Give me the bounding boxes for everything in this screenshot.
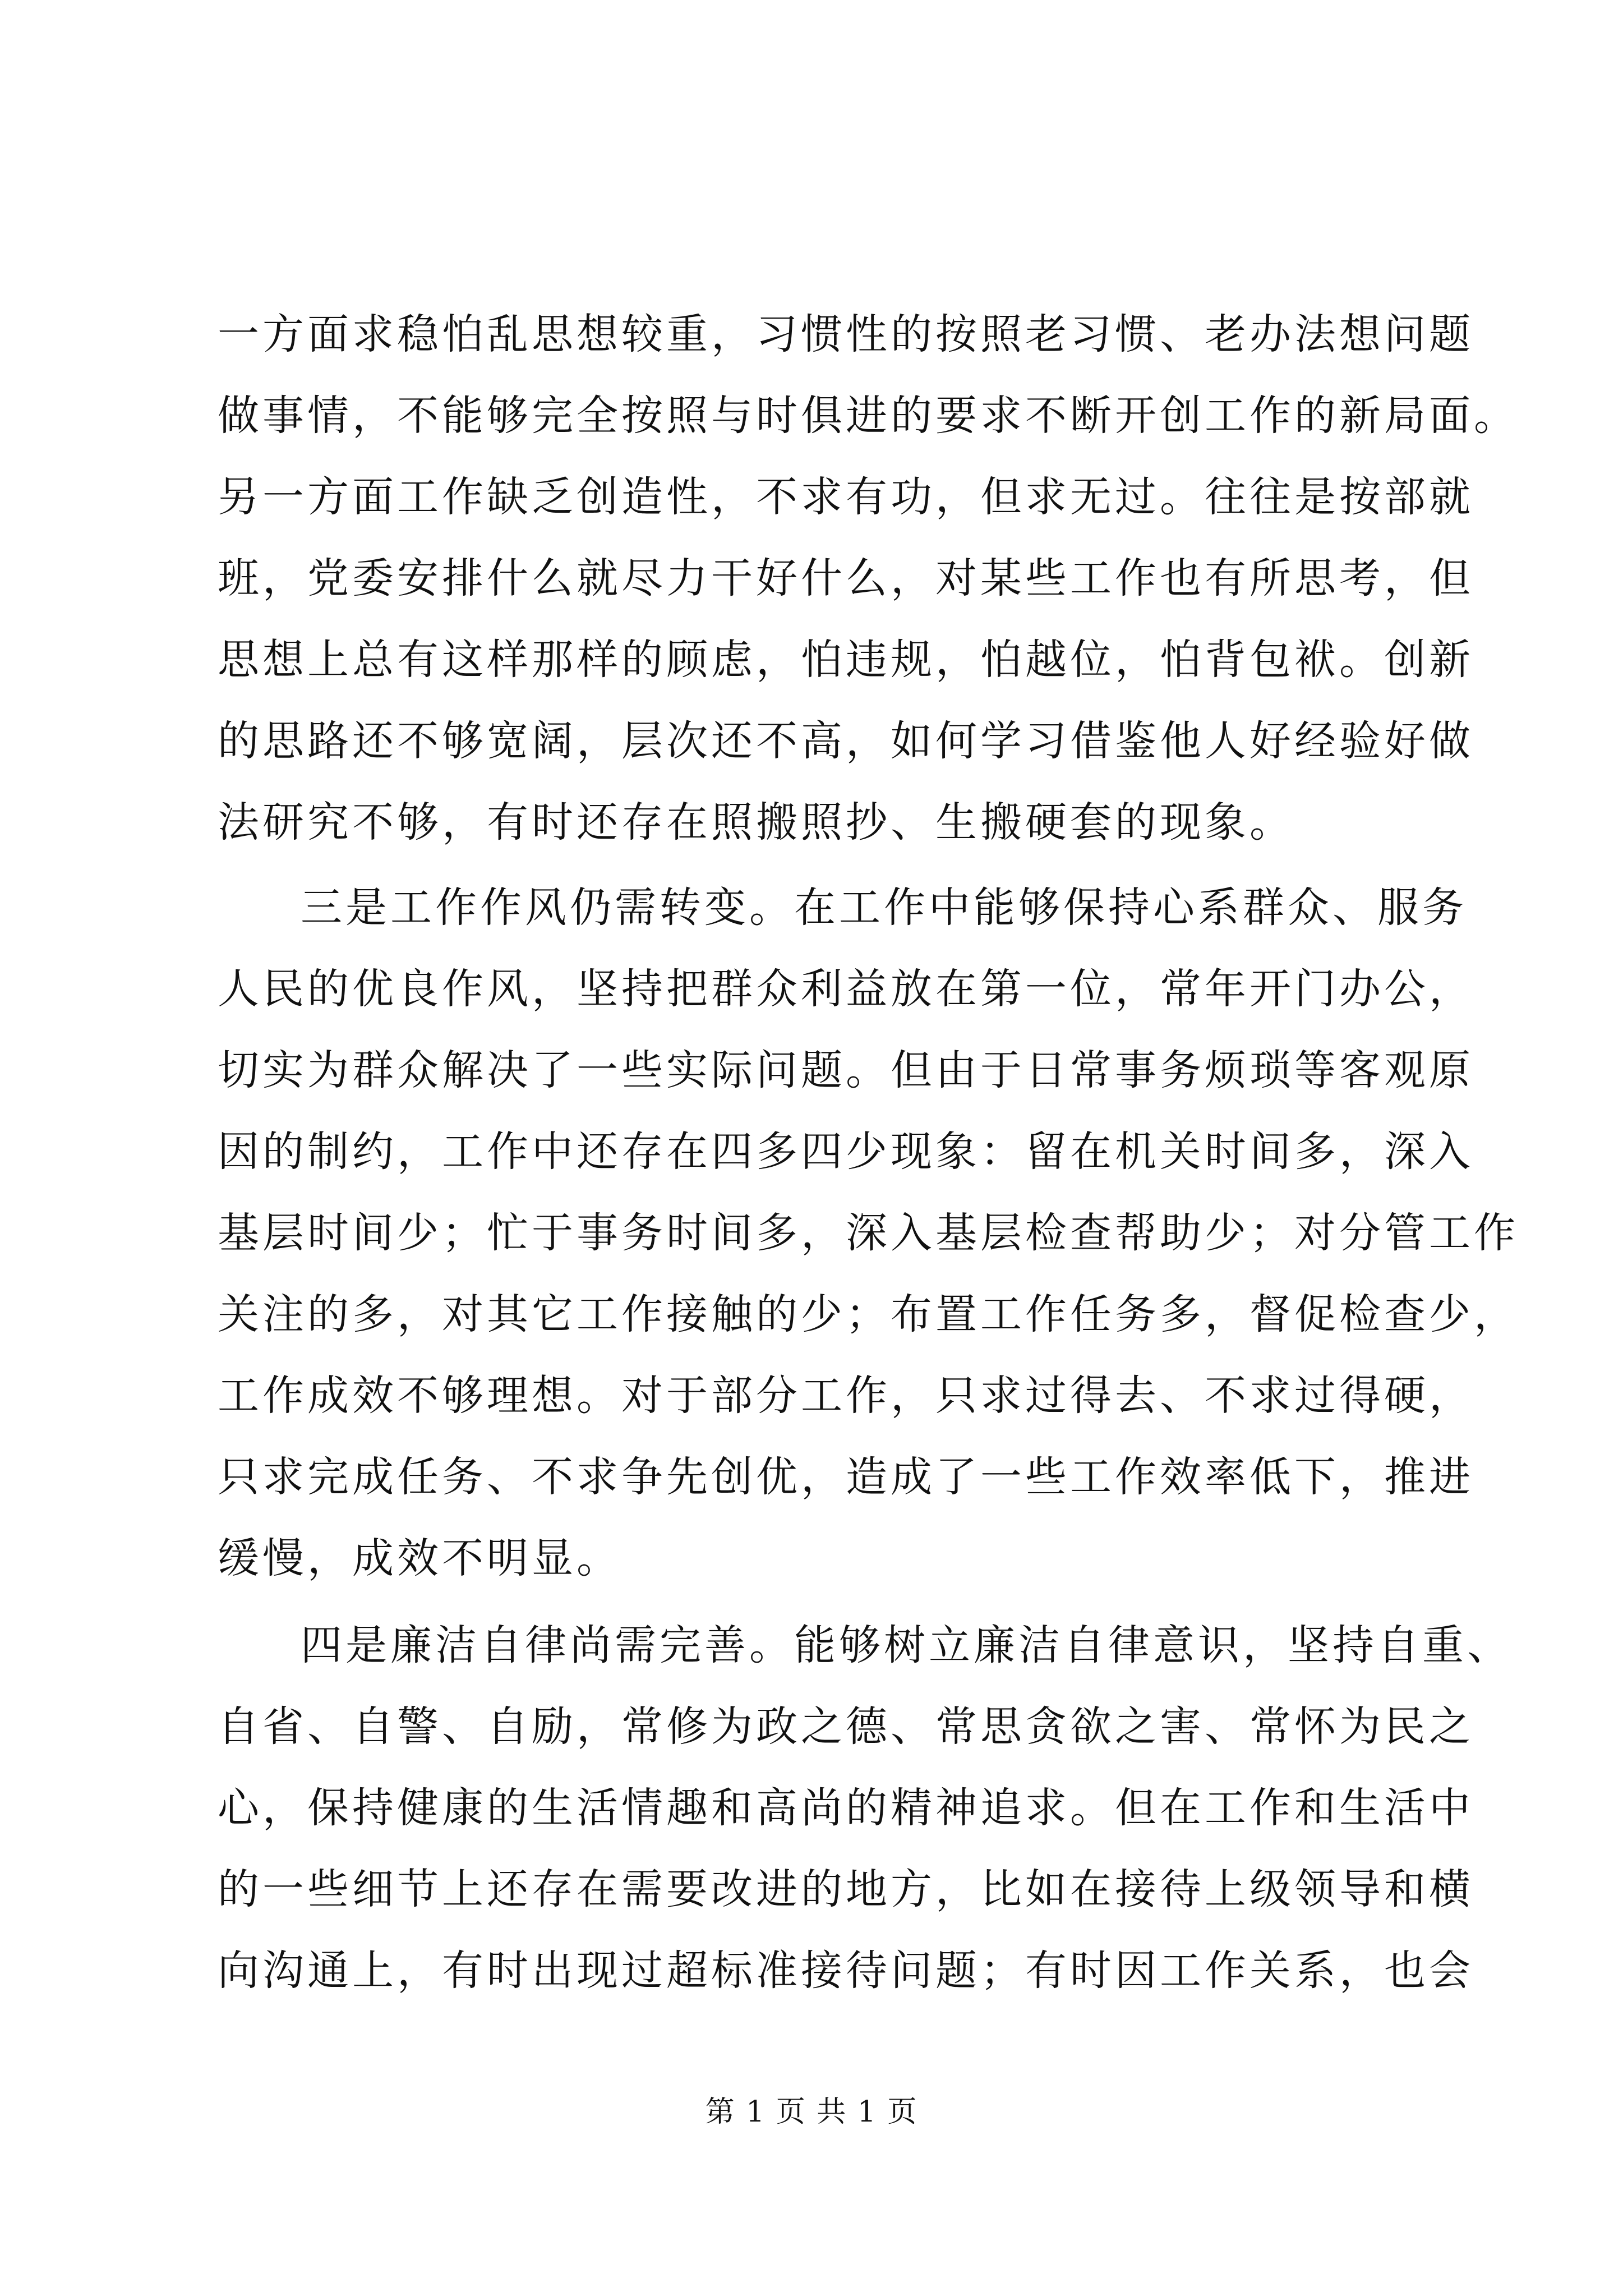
body-line-6: 的思路还不够宽阔，层次还不高，如何学习借鉴他人好经验好做 <box>218 717 1474 765</box>
body-line-17: 四是廉洁自律尚需完善。能够树立廉洁自律意识，坚持自重、 <box>301 1621 1512 1669</box>
body-line-9: 人民的优良作风，坚持把群众利益放在第一位，常年开门办公， <box>218 965 1474 1013</box>
body-line-8: 三是工作作风仍需转变。在工作中能够保持心系群众、服务 <box>301 884 1467 932</box>
body-line-21: 向沟通上，有时出现过超标准接待问题；有时因工作关系，也会 <box>218 1947 1474 1995</box>
body-line-20: 的一些细节上还存在需要改进的地方，比如在接待上级领导和横 <box>218 1865 1474 1913</box>
body-line-12: 基层时间少；忙于事务时间多，深入基层检查帮助少；对分管工作 <box>218 1209 1519 1257</box>
body-line-3: 另一方面工作缺乏创造性，不求有功，但求无过。往往是按部就 <box>218 473 1474 521</box>
page-footer: 第 1 页 共 1 页 <box>705 2095 918 2129</box>
body-line-18: 自省、自警、自励，常修为政之德、常思贪欲之害、常怀为民之 <box>218 1703 1474 1751</box>
body-line-10: 切实为群众解决了一些实际问题。但由于日常事务烦琐等客观原 <box>218 1046 1474 1094</box>
body-line-5: 思想上总有这样那样的顾虑，怕违规，怕越位，怕背包袱。创新 <box>218 636 1474 684</box>
body-line-15: 只求完成任务、不求争先创优，造成了一些工作效率低下，推进 <box>218 1453 1474 1501</box>
body-line-4: 班，党委安排什么就尽力干好什么，对某些工作也有所思考，但 <box>218 554 1474 602</box>
body-line-13: 关注的多，对其它工作接触的少；布置工作任务多，督促检查少， <box>218 1290 1519 1338</box>
body-line-1: 一方面求稳怕乱思想较重，习惯性的按照老习惯、老办法想问题 <box>218 310 1474 358</box>
body-line-14: 工作成效不够理想。对于部分工作，只求过得去、不求过得硬， <box>218 1372 1474 1420</box>
body-line-2: 做事情，不能够完全按照与时俱进的要求不断开创工作的新局面。 <box>218 392 1519 440</box>
body-line-16: 缓慢，成效不明显。 <box>218 1534 621 1582</box>
body-line-11: 因的制约，工作中还存在四多四少现象：留在机关时间多，深入 <box>218 1128 1474 1176</box>
body-line-19: 心，保持健康的生活情趣和高尚的精神追求。但在工作和生活中 <box>218 1784 1474 1832</box>
body-line-7: 法研究不够，有时还存在照搬照抄、生搬硬套的现象。 <box>218 798 1294 846</box>
